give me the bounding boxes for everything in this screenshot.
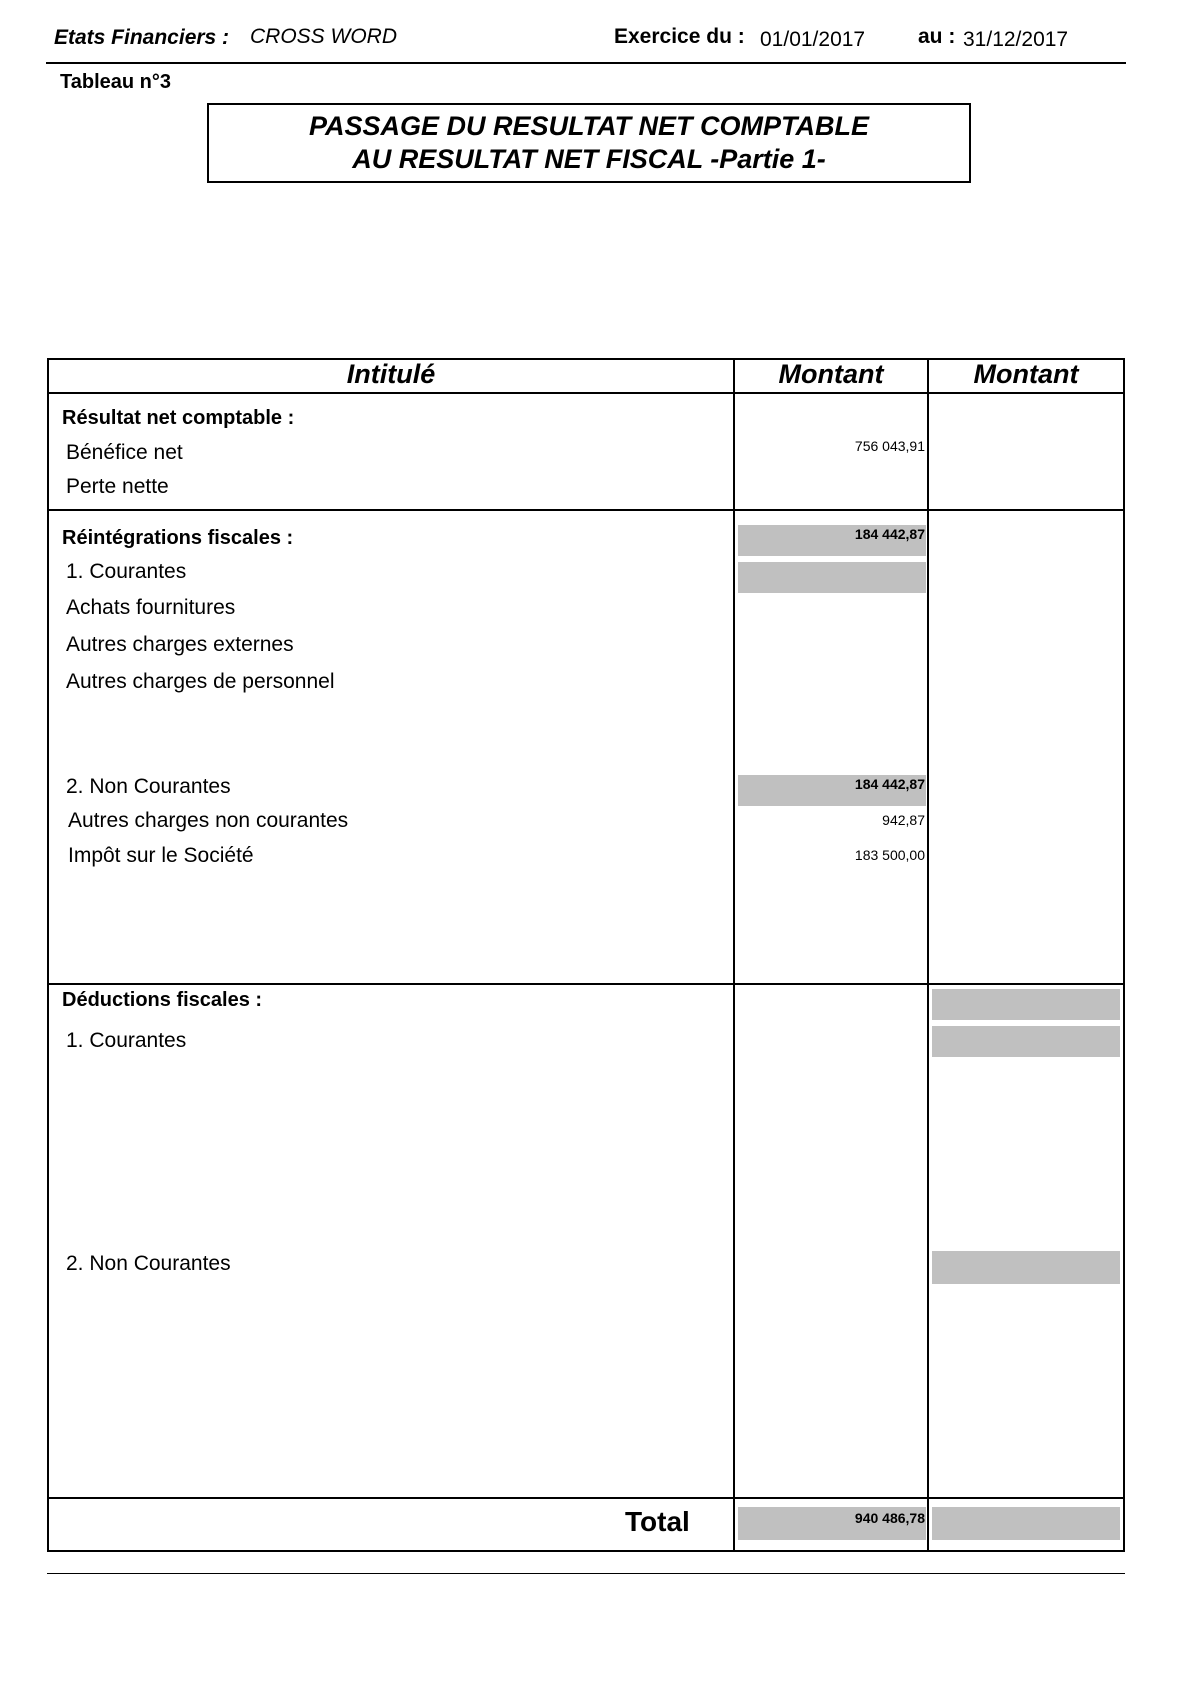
title-box [207, 103, 971, 183]
deductions-bottom-border [47, 1497, 1125, 1499]
deductions-courantes-cell [932, 1026, 1120, 1057]
impot-societe-label: Impôt sur le Société [68, 844, 254, 867]
autres-charges-non-courantes-value: 942,87 [882, 812, 925, 828]
total-label: Total [625, 1506, 690, 1537]
title-line-1: PASSAGE DU RESULTAT NET COMPTABLE [309, 111, 869, 141]
table-bottom-border [47, 1550, 1125, 1552]
table-left-border [47, 358, 49, 1552]
reintegrations-non-courantes-label: 2. Non Courantes [66, 775, 231, 798]
date-from: 01/01/2017 [760, 28, 866, 51]
reintegrations-heading-value: 184 442,87 [854, 526, 925, 542]
col2-divider [927, 358, 929, 1552]
autres-charges-non-courantes-label: Autres charges non courantes [68, 809, 349, 832]
total-value: 940 486,78 [854, 1510, 925, 1526]
footer-rule [47, 1573, 1125, 1574]
au-label: au : [918, 25, 956, 48]
impot-societe-value: 183 500,00 [854, 847, 925, 863]
achats-fournitures-label: Achats fournitures [66, 596, 236, 619]
etats-financiers-label: Etats Financiers : [54, 26, 230, 49]
col1-divider [733, 358, 735, 1552]
title-line-2: AU RESULTAT NET FISCAL -Partie 1- [352, 144, 826, 174]
resultat-bottom-border [47, 509, 1125, 511]
deductions-total-cell [932, 989, 1120, 1020]
autres-charges-externes-label: Autres charges externes [66, 633, 294, 656]
reintegrations-bottom-border [47, 983, 1125, 985]
deductions-heading: Déductions fiscales : [62, 989, 263, 1011]
deductions-courantes-label: 1. Courantes [66, 1029, 187, 1052]
column-header-montant-2: Montant [973, 359, 1079, 389]
perte-label: Perte nette [66, 475, 169, 498]
table-right-border [1123, 358, 1125, 1552]
resultat-heading: Résultat net comptable : [62, 407, 295, 429]
company-name: CROSS WORD [250, 25, 397, 48]
column-header-montant-1: Montant [778, 359, 884, 389]
reintegrations-non-courantes-value: 184 442,87 [854, 776, 925, 792]
total-montant-2-cell [932, 1507, 1120, 1540]
reintegrations-courantes-label: 1. Courantes [66, 560, 187, 583]
benefice-label: Bénéfice net [66, 441, 183, 464]
date-to: 31/12/2017 [963, 28, 1069, 51]
deductions-non-courantes-cell [932, 1251, 1120, 1284]
header-rule [46, 62, 1126, 64]
reintegrations-heading: Réintégrations fiscales : [62, 527, 294, 549]
courantes-total-cell [738, 562, 926, 593]
tableau-number: Tableau n°3 [60, 71, 171, 93]
header-bottom-border [47, 392, 1125, 394]
column-header-intitule: Intitulé [346, 359, 436, 389]
autres-charges-personnel-label: Autres charges de personnel [66, 670, 335, 693]
deductions-non-courantes-label: 2. Non Courantes [66, 1252, 231, 1275]
benefice-value: 756 043,91 [854, 438, 925, 454]
exercice-label: Exercice du : [614, 25, 745, 48]
